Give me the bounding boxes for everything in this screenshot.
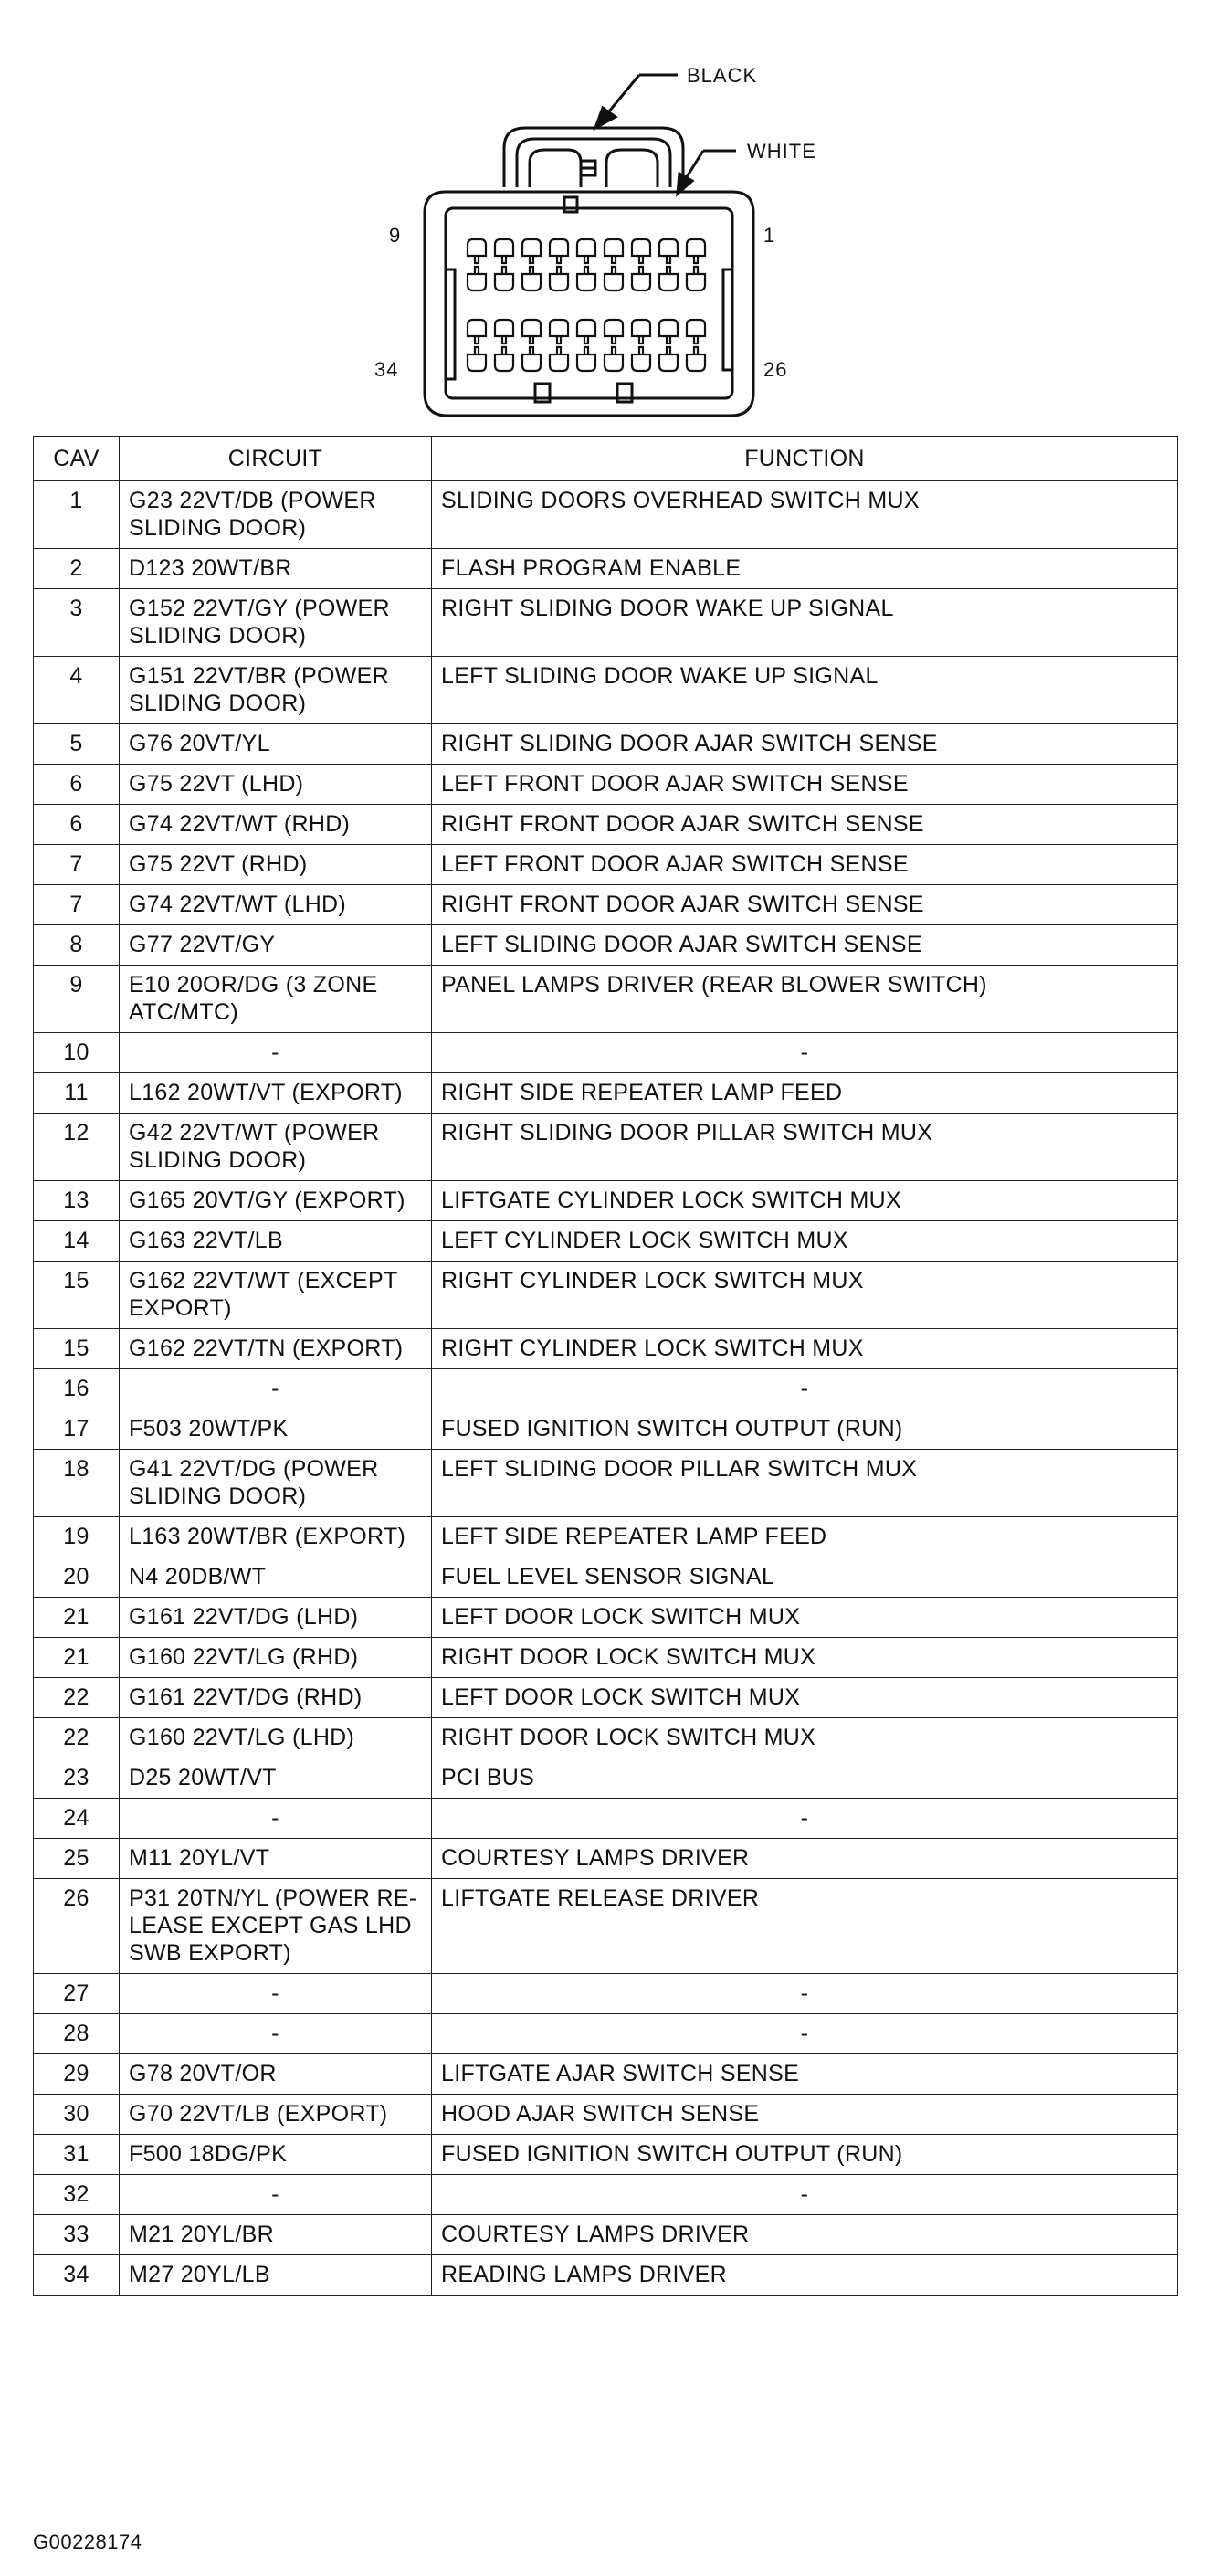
terminal-cavity	[659, 320, 678, 343]
cav-cell: 14	[34, 1221, 120, 1262]
cav-cell: 21	[34, 1638, 120, 1678]
function-cell: LEFT SLIDING DOOR WAKE UP SIGNAL	[432, 657, 1178, 724]
terminal-cavity	[632, 347, 650, 371]
circuit-cell: G74 22VT/WT (RHD)	[120, 805, 432, 845]
terminal-cavity	[605, 347, 623, 371]
terminal-cavity	[632, 320, 650, 343]
cav-cell: 29	[34, 2054, 120, 2095]
cav-cell: 9	[34, 966, 120, 1033]
table-row	[34, 805, 1178, 845]
cav-cell: 1	[34, 481, 120, 549]
column-header-circuit: CIRCUIT	[120, 437, 432, 481]
table-row	[34, 1678, 1178, 1718]
function-cell: FUSED IGNITION SWITCH OUTPUT (RUN)	[432, 2135, 1178, 2175]
circuit-cell: L162 20WT/VT (EXPORT)	[120, 1073, 432, 1114]
circuit-cell: -	[120, 1369, 432, 1409]
circuit-cell: G161 22VT/DG (RHD)	[120, 1678, 432, 1718]
function-cell: COURTESY LAMPS DRIVER	[432, 2215, 1178, 2255]
function-cell: FUEL LEVEL SENSOR SIGNAL	[432, 1557, 1178, 1598]
terminal-cavity	[550, 320, 568, 343]
circuit-cell: G42 22VT/WT (POWER SLIDING DOOR)	[120, 1114, 432, 1181]
cav-cell: 6	[34, 765, 120, 805]
cav-cell: 16	[34, 1369, 120, 1409]
terminal-cavity	[632, 239, 650, 263]
cav-cell: 28	[34, 2014, 120, 2054]
terminal-cavity	[468, 267, 486, 290]
terminal-cavity	[495, 239, 513, 263]
terminal-cavity	[605, 239, 623, 263]
function-cell: RIGHT SIDE REPEATER LAMP FEED	[432, 1073, 1178, 1114]
cav-cell: 33	[34, 2215, 120, 2255]
cav-cell: 22	[34, 1678, 120, 1718]
cav-cell: 15	[34, 1262, 120, 1329]
circuit-cell: G151 22VT/BR (POWER SLIDING DOOR)	[120, 657, 432, 724]
table-row	[34, 2215, 1178, 2255]
cav-cell: 8	[34, 925, 120, 966]
circuit-cell: M21 20YL/BR	[120, 2215, 432, 2255]
cav-cell: 30	[34, 2095, 120, 2135]
terminal-cavity	[577, 320, 595, 343]
circuit-cell: G76 20VT/YL	[120, 724, 432, 765]
function-cell: LIFTGATE CYLINDER LOCK SWITCH MUX	[432, 1181, 1178, 1221]
table-row	[34, 1879, 1178, 1974]
terminal-cavity	[522, 347, 541, 371]
function-cell: LEFT SIDE REPEATER LAMP FEED	[432, 1517, 1178, 1557]
function-cell: -	[432, 2175, 1178, 2215]
function-cell: PCI BUS	[432, 1758, 1178, 1799]
table-row	[34, 2175, 1178, 2215]
function-cell: -	[432, 1799, 1178, 1839]
cav-cell: 6	[34, 805, 120, 845]
table-row	[34, 657, 1178, 724]
terminal-cavity	[577, 347, 595, 371]
figure-id: G00228174	[33, 2530, 142, 2553]
cav-cell: 10	[34, 1033, 120, 1073]
cav-cell: 7	[34, 845, 120, 885]
table-row	[34, 1517, 1178, 1557]
table-row	[34, 1033, 1178, 1073]
cav-cell: 4	[34, 657, 120, 724]
circuit-cell: G78 20VT/OR	[120, 2054, 432, 2095]
cav-cell: 32	[34, 2175, 120, 2215]
terminal-cavity	[550, 267, 568, 290]
cav-cell: 27	[34, 1974, 120, 2014]
terminal-cavity	[522, 267, 541, 290]
table-header-row	[34, 437, 1178, 481]
function-cell: LIFTGATE AJAR SWITCH SENSE	[432, 2054, 1178, 2095]
table-row	[34, 1598, 1178, 1638]
table-row	[34, 1557, 1178, 1598]
cav-cell: 25	[34, 1839, 120, 1879]
table-row	[34, 1221, 1178, 1262]
cav-cell: 17	[34, 1409, 120, 1450]
function-cell: RIGHT SLIDING DOOR AJAR SWITCH SENSE	[432, 724, 1178, 765]
table-row	[34, 885, 1178, 925]
function-cell: -	[432, 1369, 1178, 1409]
column-header-cav: CAV	[34, 437, 120, 481]
terminal-cavity	[632, 267, 650, 290]
table-row	[34, 925, 1178, 966]
cav-cell: 34	[34, 2255, 120, 2296]
terminal-cavity	[550, 239, 568, 263]
cav-cell: 26	[34, 1879, 120, 1974]
circuit-cell: F503 20WT/PK	[120, 1409, 432, 1450]
connector-face-drawing	[0, 0, 1210, 429]
cav-cell: 2	[34, 549, 120, 589]
circuit-cell: P31 20TN/YL (POWER RE-LEASE EXCEPT GAS LHD SWB EXPORT)	[120, 1879, 432, 1974]
terminal-cavity	[687, 239, 705, 263]
cav-cell: 19	[34, 1517, 120, 1557]
circuit-cell: N4 20DB/WT	[120, 1557, 432, 1598]
function-cell: LEFT FRONT DOOR AJAR SWITCH SENSE	[432, 845, 1178, 885]
cav-cell: 20	[34, 1557, 120, 1598]
function-cell: FUSED IGNITION SWITCH OUTPUT (RUN)	[432, 1409, 1178, 1450]
function-cell: RIGHT FRONT DOOR AJAR SWITCH SENSE	[432, 805, 1178, 845]
terminal-cavity	[495, 347, 513, 371]
function-cell: RIGHT DOOR LOCK SWITCH MUX	[432, 1638, 1178, 1678]
cav-cell: 21	[34, 1598, 120, 1638]
circuit-cell: G165 20VT/GY (EXPORT)	[120, 1181, 432, 1221]
circuit-cell: -	[120, 2175, 432, 2215]
table-row	[34, 2095, 1178, 2135]
circuit-cell: D25 20WT/VT	[120, 1758, 432, 1799]
circuit-cell: G75 22VT (LHD)	[120, 765, 432, 805]
terminal-cavity	[659, 239, 678, 263]
white-wire-label: WHITE	[747, 140, 816, 163]
terminal-cavity	[659, 347, 678, 371]
function-cell: -	[432, 2014, 1178, 2054]
function-cell: LEFT CYLINDER LOCK SWITCH MUX	[432, 1221, 1178, 1262]
terminal-cavity	[687, 267, 705, 290]
terminal-cavity	[577, 267, 595, 290]
table-row	[34, 724, 1178, 765]
circuit-cell: M27 20YL/LB	[120, 2255, 432, 2296]
terminal-cavity	[577, 239, 595, 263]
circuit-cell: M11 20YL/VT	[120, 1839, 432, 1879]
function-cell: RIGHT FRONT DOOR AJAR SWITCH SENSE	[432, 885, 1178, 925]
circuit-cell: G75 22VT (RHD)	[120, 845, 432, 885]
table-row	[34, 589, 1178, 657]
circuit-cell: G163 22VT/LB	[120, 1221, 432, 1262]
terminal-cavity	[687, 347, 705, 371]
pin-label-9: 9	[389, 224, 402, 247]
function-cell: READING LAMPS DRIVER	[432, 2255, 1178, 2296]
table-row	[34, 1718, 1178, 1758]
terminal-cavity	[468, 347, 486, 371]
terminal-cavity	[605, 267, 623, 290]
circuit-cell: G152 22VT/GY (POWER SLIDING DOOR)	[120, 589, 432, 657]
column-header-function: FUNCTION	[432, 437, 1178, 481]
table-row	[34, 845, 1178, 885]
cav-cell: 22	[34, 1718, 120, 1758]
circuit-cell: -	[120, 1974, 432, 2014]
function-cell: LEFT FRONT DOOR AJAR SWITCH SENSE	[432, 765, 1178, 805]
circuit-cell: D123 20WT/BR	[120, 549, 432, 589]
terminal-cavity	[687, 320, 705, 343]
table-row	[34, 1329, 1178, 1369]
terminal-cavity	[468, 239, 486, 263]
cav-cell: 5	[34, 724, 120, 765]
table-row	[34, 1974, 1178, 2014]
table-row	[34, 1839, 1178, 1879]
table-row	[34, 1758, 1178, 1799]
function-cell: RIGHT DOOR LOCK SWITCH MUX	[432, 1718, 1178, 1758]
circuit-cell: E10 20OR/DG (3 ZONE ATC/MTC)	[120, 966, 432, 1033]
pin-label-26: 26	[763, 358, 788, 381]
circuit-cell: L163 20WT/BR (EXPORT)	[120, 1517, 432, 1557]
connector-pin-table	[33, 436, 1178, 2296]
table-row	[34, 1114, 1178, 1181]
circuit-cell: G70 22VT/LB (EXPORT)	[120, 2095, 432, 2135]
cav-cell: 12	[34, 1114, 120, 1181]
function-cell: LEFT SLIDING DOOR PILLAR SWITCH MUX	[432, 1450, 1178, 1517]
terminal-cavity	[495, 267, 513, 290]
cav-cell: 13	[34, 1181, 120, 1221]
table-row	[34, 481, 1178, 549]
circuit-cell: G162 22VT/TN (EXPORT)	[120, 1329, 432, 1369]
function-cell: LEFT DOOR LOCK SWITCH MUX	[432, 1598, 1178, 1638]
cav-cell: 15	[34, 1329, 120, 1369]
circuit-cell: G74 22VT/WT (LHD)	[120, 885, 432, 925]
table-row	[34, 1638, 1178, 1678]
terminal-cavity	[495, 320, 513, 343]
table-row	[34, 966, 1178, 1033]
function-cell: HOOD AJAR SWITCH SENSE	[432, 2095, 1178, 2135]
circuit-cell: -	[120, 1033, 432, 1073]
table-row	[34, 1262, 1178, 1329]
connector-diagram	[0, 0, 1210, 429]
function-cell: -	[432, 1974, 1178, 2014]
terminal-cavity	[522, 239, 541, 263]
cav-cell: 18	[34, 1450, 120, 1517]
table-row	[34, 1799, 1178, 1839]
circuit-cell: G160 22VT/LG (LHD)	[120, 1718, 432, 1758]
circuit-cell: G41 22VT/DG (POWER SLIDING DOOR)	[120, 1450, 432, 1517]
table-row	[34, 2014, 1178, 2054]
function-cell: RIGHT SLIDING DOOR WAKE UP SIGNAL	[432, 589, 1178, 657]
cav-cell: 7	[34, 885, 120, 925]
function-cell: LEFT SLIDING DOOR AJAR SWITCH SENSE	[432, 925, 1178, 966]
function-cell: LEFT DOOR LOCK SWITCH MUX	[432, 1678, 1178, 1718]
cav-cell: 3	[34, 589, 120, 657]
function-cell: FLASH PROGRAM ENABLE	[432, 549, 1178, 589]
pin-label-34: 34	[374, 358, 399, 381]
function-cell: -	[432, 1033, 1178, 1073]
cav-cell: 24	[34, 1799, 120, 1839]
function-cell: PANEL LAMPS DRIVER (REAR BLOWER SWITCH)	[432, 966, 1178, 1033]
function-cell: LIFTGATE RELEASE DRIVER	[432, 1879, 1178, 1974]
terminal-cavity	[550, 347, 568, 371]
circuit-cell: G23 22VT/DB (POWER SLIDING DOOR)	[120, 481, 432, 549]
table-row	[34, 2255, 1178, 2296]
circuit-cell: -	[120, 1799, 432, 1839]
circuit-cell: F500 18DG/PK	[120, 2135, 432, 2175]
cav-cell: 23	[34, 1758, 120, 1799]
table-row	[34, 2135, 1178, 2175]
table-row	[34, 1450, 1178, 1517]
circuit-cell: G161 22VT/DG (LHD)	[120, 1598, 432, 1638]
circuit-cell: G160 22VT/LG (RHD)	[120, 1638, 432, 1678]
function-cell: COURTESY LAMPS DRIVER	[432, 1839, 1178, 1879]
terminal-cavity	[522, 320, 541, 343]
table-row	[34, 549, 1178, 589]
terminal-cavity	[468, 320, 486, 343]
table-row	[34, 765, 1178, 805]
circuit-cell: -	[120, 2014, 432, 2054]
table-row	[34, 1181, 1178, 1221]
table-row	[34, 1409, 1178, 1450]
circuit-cell: G162 22VT/WT (EXCEPT EXPORT)	[120, 1262, 432, 1329]
black-wire-label: BLACK	[687, 64, 758, 87]
cav-cell: 11	[34, 1073, 120, 1114]
function-cell: SLIDING DOORS OVERHEAD SWITCH MUX	[432, 481, 1178, 549]
function-cell: RIGHT SLIDING DOOR PILLAR SWITCH MUX	[432, 1114, 1178, 1181]
terminal-cavity	[659, 267, 678, 290]
function-cell: RIGHT CYLINDER LOCK SWITCH MUX	[432, 1262, 1178, 1329]
cav-cell: 31	[34, 2135, 120, 2175]
terminal-cavity	[605, 320, 623, 343]
table-body	[34, 481, 1178, 2296]
pin-label-1: 1	[763, 224, 776, 247]
function-cell: RIGHT CYLINDER LOCK SWITCH MUX	[432, 1329, 1178, 1369]
table-row	[34, 2054, 1178, 2095]
table-row	[34, 1369, 1178, 1409]
circuit-cell: G77 22VT/GY	[120, 925, 432, 966]
table-row	[34, 1073, 1178, 1114]
